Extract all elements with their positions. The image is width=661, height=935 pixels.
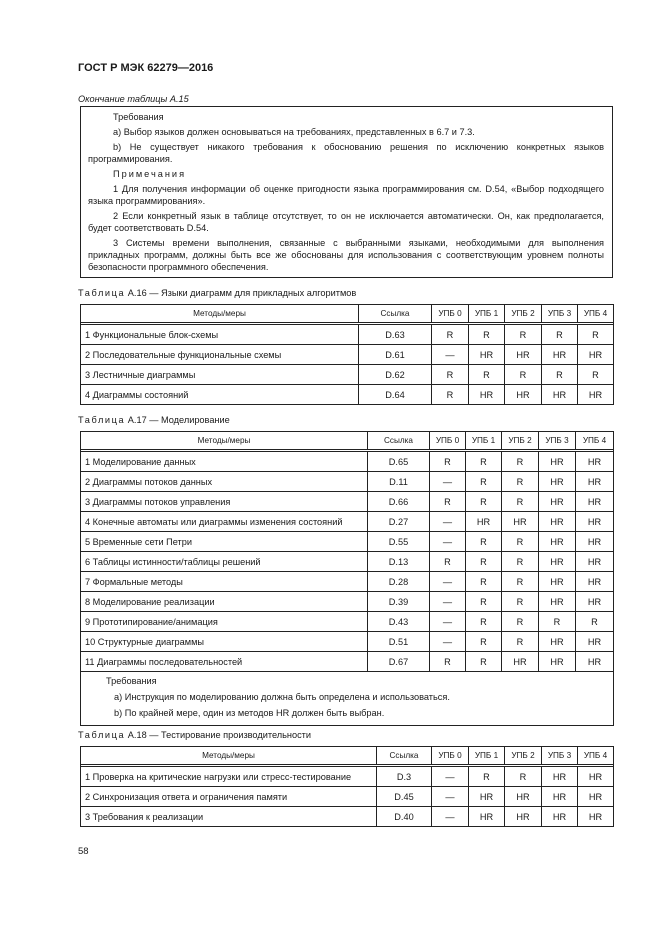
- sil1-cell: R: [469, 325, 505, 345]
- sil2-cell: R: [502, 532, 539, 552]
- sil3-cell: HR: [539, 592, 576, 612]
- sil1-cell: R: [466, 652, 502, 672]
- table-row: [81, 572, 614, 592]
- sil4-cell: HR: [576, 532, 614, 552]
- table-row: [81, 345, 614, 365]
- column-header-sil2: УПБ 2: [502, 432, 539, 450]
- sil3-cell: HR: [539, 572, 576, 592]
- table-header-row: [81, 305, 614, 323]
- sil0-cell: —: [430, 532, 466, 552]
- sil2-cell: R: [502, 492, 539, 512]
- sil0-cell: —: [432, 807, 469, 827]
- sil0-cell: —: [432, 345, 469, 365]
- sil3-cell: HR: [539, 632, 576, 652]
- method-cell: 5 Временные сети Петри: [81, 532, 368, 552]
- method-cell: 11 Диаграммы последовательностей: [81, 652, 368, 672]
- sil2-cell: HR: [505, 787, 542, 807]
- sil0-cell: R: [432, 385, 469, 405]
- requirements-row: [81, 672, 614, 726]
- sil1-cell: HR: [469, 807, 505, 827]
- sil2-cell: HR: [505, 385, 542, 405]
- sil3-cell: HR: [539, 552, 576, 572]
- sil1-cell: R: [466, 592, 502, 612]
- table-row: [81, 512, 614, 532]
- sil1-cell: HR: [466, 512, 502, 532]
- table-label: Таблица: [78, 730, 126, 740]
- table-header-row: [81, 747, 614, 765]
- column-header-sil0: УПБ 0: [430, 432, 466, 450]
- table-row: [81, 632, 614, 652]
- sil1-cell: R: [466, 472, 502, 492]
- sil1-cell: R: [466, 612, 502, 632]
- sil3-cell: R: [542, 365, 578, 385]
- column-header-sil4: УПБ 4: [578, 305, 614, 323]
- method-cell: 10 Структурные диаграммы: [81, 632, 368, 652]
- reference-cell: D.66: [368, 492, 430, 512]
- sil2-cell: HR: [505, 807, 542, 827]
- table-caption: — Языки диаграмм для прикладных алгоритмов: [149, 288, 357, 298]
- column-header-sil1: УПБ 1: [466, 432, 502, 450]
- sil2-cell: R: [502, 552, 539, 572]
- sil1-cell: R: [466, 452, 502, 472]
- table-label: Таблица: [78, 415, 126, 425]
- sil1-cell: R: [466, 552, 502, 572]
- table-header-row: [81, 432, 614, 450]
- table-row: [81, 807, 614, 827]
- table-continuation-label: Окончание таблицы А.15: [78, 94, 189, 104]
- sil3-cell: R: [542, 325, 578, 345]
- table-row: [81, 325, 614, 345]
- method-cell: 7 Формальные методы: [81, 572, 368, 592]
- sil3-cell: HR: [542, 345, 578, 365]
- sil3-cell: HR: [539, 472, 576, 492]
- sil3-cell: HR: [542, 385, 578, 405]
- sil3-cell: HR: [542, 767, 578, 787]
- method-cell: 4 Диаграммы состояний: [81, 385, 359, 405]
- sil1-cell: HR: [469, 787, 505, 807]
- sil0-cell: R: [430, 452, 466, 472]
- column-header-sil1: УПБ 1: [469, 305, 505, 323]
- sil0-cell: R: [430, 492, 466, 512]
- sil4-cell: R: [578, 325, 614, 345]
- sil0-cell: R: [430, 652, 466, 672]
- reference-cell: D.45: [377, 787, 432, 807]
- column-header-methods: Методы/меры: [81, 747, 377, 765]
- sil1-cell: HR: [469, 385, 505, 405]
- column-header-sil0: УПБ 0: [432, 747, 469, 765]
- note-item: 2 Если конкретный язык в таблице отсутствует, то он не исключается автоматически. Он, как предполагается, будет соответствовать D.54.: [88, 211, 604, 233]
- requirement-item: а) Инструкция по моделированию должна быть определена и использоваться.: [114, 692, 450, 702]
- sil1-cell: R: [469, 767, 505, 787]
- sil1-cell: R: [466, 632, 502, 652]
- column-header-ref: Ссылка: [359, 305, 432, 323]
- sil4-cell: HR: [578, 807, 614, 827]
- reference-cell: D.67: [368, 652, 430, 672]
- requirements-cell: [81, 672, 614, 726]
- sil2-cell: R: [502, 452, 539, 472]
- method-cell: 6 Таблицы истинности/таблицы решений: [81, 552, 368, 572]
- reference-cell: D.40: [377, 807, 432, 827]
- sil3-cell: HR: [539, 512, 576, 532]
- method-cell: 3 Требования к реализации: [81, 807, 377, 827]
- sil4-cell: HR: [576, 492, 614, 512]
- requirements-heading: Требования: [113, 112, 164, 122]
- sil3-cell: HR: [542, 787, 578, 807]
- method-cell: 1 Функциональные блок-схемы: [81, 325, 359, 345]
- table-row: [81, 612, 614, 632]
- table-row: [81, 492, 614, 512]
- column-header-sil3: УПБ 3: [542, 747, 578, 765]
- sil2-cell: HR: [502, 652, 539, 672]
- sil0-cell: —: [430, 472, 466, 492]
- sil4-cell: R: [576, 612, 614, 632]
- reference-cell: D.51: [368, 632, 430, 652]
- sil0-cell: —: [430, 612, 466, 632]
- sil2-cell: HR: [502, 512, 539, 532]
- sil2-cell: R: [502, 632, 539, 652]
- reference-cell: D.65: [368, 452, 430, 472]
- sil4-cell: HR: [578, 385, 614, 405]
- table-row: [81, 365, 614, 385]
- table-row: [81, 767, 614, 787]
- method-cell: 2 Синхронизация ответа и ограничения памяти: [81, 787, 377, 807]
- column-header-sil4: УПБ 4: [576, 432, 614, 450]
- sil1-cell: HR: [469, 345, 505, 365]
- table-18-title: [78, 730, 311, 740]
- method-cell: 4 Конечные автоматы или диаграммы изменения состояний: [81, 512, 368, 532]
- method-cell: 9 Прототипирование/анимация: [81, 612, 368, 632]
- column-header-sil4: УПБ 4: [578, 747, 614, 765]
- column-header-sil2: УПБ 2: [505, 305, 542, 323]
- sil0-cell: —: [432, 767, 469, 787]
- sil3-cell: HR: [542, 807, 578, 827]
- sil0-cell: R: [432, 365, 469, 385]
- column-header-ref: Ссылка: [368, 432, 430, 450]
- sil4-cell: HR: [576, 552, 614, 572]
- sil3-cell: HR: [539, 492, 576, 512]
- sil0-cell: —: [432, 787, 469, 807]
- sil2-cell: R: [502, 592, 539, 612]
- method-cell: 3 Диаграммы потоков управления: [81, 492, 368, 512]
- table-caption: — Тестирование производительности: [149, 730, 312, 740]
- table-row: [81, 472, 614, 492]
- sil4-cell: HR: [578, 345, 614, 365]
- sil0-cell: —: [430, 512, 466, 532]
- table-row: [81, 385, 614, 405]
- page-number: 58: [78, 846, 89, 857]
- sil4-cell: HR: [578, 787, 614, 807]
- table-caption: — Моделирование: [149, 415, 230, 425]
- sil0-cell: R: [432, 325, 469, 345]
- note-item: 3 Системы времени выполнения, связанные с выбранными языками, необходимыми для выполнения прикладных программ, должны быть все же обоснованы для использования с соответствующим уровнем полноты безопасности программного обеспечения.: [88, 238, 604, 272]
- requirement-item: b) Не существует никакого требования к обоснованию решения по исключению конкретных языков программирования.: [88, 142, 604, 164]
- reference-cell: D.13: [368, 552, 430, 572]
- table-number: А.17: [127, 415, 147, 425]
- table-row: [81, 652, 614, 672]
- table-row: [81, 592, 614, 612]
- sil0-cell: —: [430, 572, 466, 592]
- requirements-box: [80, 106, 613, 278]
- column-header-sil3: УПБ 3: [539, 432, 576, 450]
- sil4-cell: R: [578, 365, 614, 385]
- reference-cell: D.39: [368, 592, 430, 612]
- requirements-heading: Требования: [106, 676, 157, 686]
- column-header-methods: Методы/меры: [81, 305, 359, 323]
- column-header-methods: Методы/меры: [81, 432, 368, 450]
- column-header-sil1: УПБ 1: [469, 747, 505, 765]
- sil0-cell: —: [430, 592, 466, 612]
- table-row: [81, 532, 614, 552]
- sil4-cell: HR: [576, 472, 614, 492]
- reference-cell: D.64: [359, 385, 432, 405]
- table-18: [80, 746, 614, 827]
- sil2-cell: HR: [505, 345, 542, 365]
- sil2-cell: R: [502, 612, 539, 632]
- table-17: [80, 431, 614, 726]
- reference-cell: D.55: [368, 532, 430, 552]
- method-cell: 2 Диаграммы потоков данных: [81, 472, 368, 492]
- method-cell: 1 Проверка на критические нагрузки или стресс-тестирование: [81, 767, 377, 787]
- sil3-cell: HR: [539, 452, 576, 472]
- sil3-cell: HR: [539, 652, 576, 672]
- sil2-cell: R: [502, 472, 539, 492]
- sil3-cell: HR: [539, 532, 576, 552]
- requirement-item: b) По крайней мере, один из методов HR должен быть выбран.: [114, 708, 385, 718]
- sil4-cell: HR: [576, 452, 614, 472]
- sil3-cell: R: [539, 612, 576, 632]
- column-header-sil0: УПБ 0: [432, 305, 469, 323]
- sil4-cell: HR: [576, 512, 614, 532]
- sil4-cell: HR: [578, 767, 614, 787]
- reference-cell: D.3: [377, 767, 432, 787]
- sil0-cell: —: [430, 632, 466, 652]
- table-label: Таблица: [78, 288, 126, 298]
- reference-cell: D.28: [368, 572, 430, 592]
- sil0-cell: R: [430, 552, 466, 572]
- document-header: ГОСТ Р МЭК 62279—2016: [78, 62, 214, 74]
- column-header-ref: Ссылка: [377, 747, 432, 765]
- sil2-cell: R: [505, 767, 542, 787]
- sil2-cell: R: [502, 572, 539, 592]
- sil4-cell: HR: [576, 632, 614, 652]
- table-16-title: [78, 288, 356, 298]
- reference-cell: D.62: [359, 365, 432, 385]
- sil4-cell: HR: [576, 652, 614, 672]
- sil4-cell: HR: [576, 592, 614, 612]
- table-number: А.16: [127, 288, 147, 298]
- table-row: [81, 552, 614, 572]
- reference-cell: D.63: [359, 325, 432, 345]
- method-cell: 2 Последовательные функциональные схемы: [81, 345, 359, 365]
- sil4-cell: HR: [576, 572, 614, 592]
- sil2-cell: R: [505, 365, 542, 385]
- table-row: [81, 787, 614, 807]
- table-17-title: [78, 415, 230, 425]
- column-header-sil2: УПБ 2: [505, 747, 542, 765]
- notes-heading: Примечания: [113, 169, 187, 179]
- column-header-sil3: УПБ 3: [542, 305, 578, 323]
- method-cell: 1 Моделирование данных: [81, 452, 368, 472]
- reference-cell: D.61: [359, 345, 432, 365]
- sil1-cell: R: [466, 532, 502, 552]
- table-number: А.18: [127, 730, 147, 740]
- requirement-item: а) Выбор языков должен основываться на требованиях, представленных в 6.7 и 7.3.: [113, 127, 475, 137]
- reference-cell: D.43: [368, 612, 430, 632]
- table-row: [81, 452, 614, 472]
- reference-cell: D.27: [368, 512, 430, 532]
- sil1-cell: R: [469, 365, 505, 385]
- reference-cell: D.11: [368, 472, 430, 492]
- table-16: [80, 304, 614, 405]
- method-cell: 3 Лестничные диаграммы: [81, 365, 359, 385]
- sil1-cell: R: [466, 492, 502, 512]
- sil2-cell: R: [505, 325, 542, 345]
- sil1-cell: R: [466, 572, 502, 592]
- method-cell: 8 Моделирование реализации: [81, 592, 368, 612]
- note-item: 1 Для получения информации об оценке пригодности языка программирования см. D.54, «Выбор подходящего языка программирования».: [88, 184, 604, 206]
